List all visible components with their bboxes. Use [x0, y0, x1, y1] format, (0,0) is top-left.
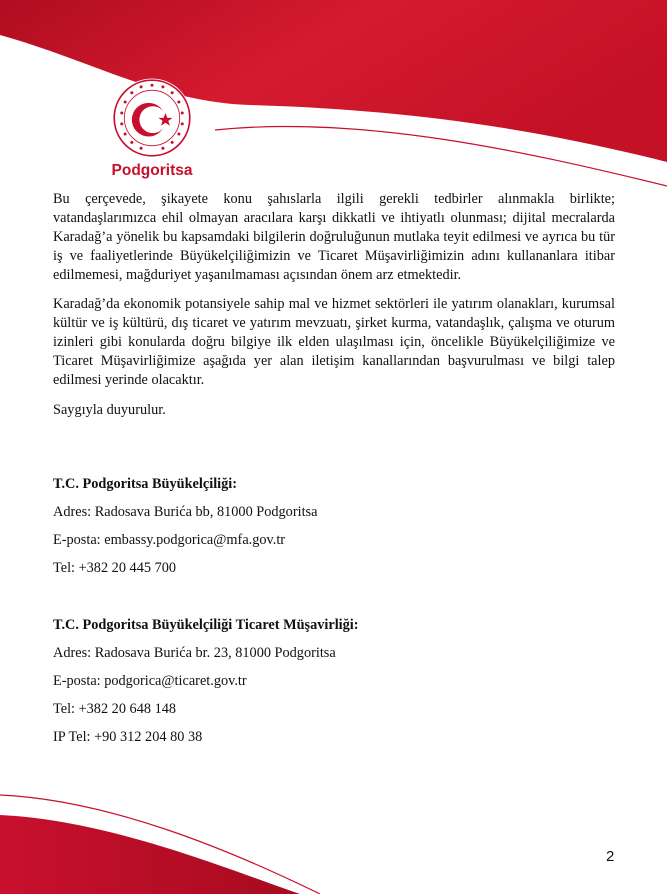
embassy-logo — [102, 76, 202, 180]
commercial-contact — [53, 616, 615, 756]
page-number: 2 — [606, 848, 615, 865]
commercial-address: Adres: Radosava Burića br. 23, 81000 Podgoritsa — [53, 645, 336, 661]
paragraph-closing: Saygıyla duyurulur. — [53, 402, 166, 418]
footer-swoosh — [0, 815, 300, 894]
commercial-ip-tel: IP Tel: +90 312 204 80 38 — [53, 729, 203, 745]
paragraph-info: Karadağ’da ekonomik potansiyele sahip mal ve hizmet sektörleri ile yatırım olanakları, kurumsal kültür ve iş kültürü, dış ticaret ve yatırım mevzuatı, şirket kurma, vatandaşlık, çalışma ve oturum izinleri gibi konularda doğru bilgiye ilk elden ulaşılması için, öncelikle Büyükelçiliğimize ve Ticaret Müşavirliğimize aşağıda yer alan iletişim kanallarından başvurulması ve bilgi talep edilmesi yerinde olacaktır. — [53, 296, 615, 388]
embassy-address: Adres: Radosava Burića bb, 81000 Podgoritsa — [53, 504, 318, 520]
embassy-contact — [53, 475, 615, 587]
embassy-seal-icon — [110, 76, 194, 160]
letter-body — [53, 190, 615, 420]
brand-name: Podgoritsa — [111, 162, 193, 179]
commercial-title: T.C. Podgoritsa Büyükelçiliği Ticaret Müşavirliği: — [53, 617, 359, 633]
commercial-email: E-posta: podgorica@ticaret.gov.tr — [53, 673, 247, 689]
commercial-tel: Tel: +382 20 648 148 — [53, 701, 177, 717]
embassy-email: E-posta: embassy.podgorica@mfa.gov.tr — [53, 532, 286, 548]
paragraph-warning: Bu çerçevede, şikayete konu şahıslarla ilgili gerekli tedbirler alınmakla birlikte; vatandaşlarımızca ehil olmayan aracılara karşı dikkatli ve ihtiyatlı olunması; dijital mecralarda Karadağ’a yönelik bu kapsamdaki bilgilerin doğruluğunun mutlaka teyit edilmesi ve ayrıca bu tür iş ve faaliyetlerinde Büyükelçiliğimizin ve Ticaret Müşavirliğimizin adını kullananlara itibar edilmemesi, mağduriyet yaşanılmaması açısından önem arz etmektedir. — [53, 191, 615, 283]
header-swoosh — [0, 0, 667, 162]
embassy-tel: Tel: +382 20 445 700 — [53, 560, 177, 576]
embassy-title: T.C. Podgoritsa Büyükelçiliği: — [53, 476, 238, 492]
